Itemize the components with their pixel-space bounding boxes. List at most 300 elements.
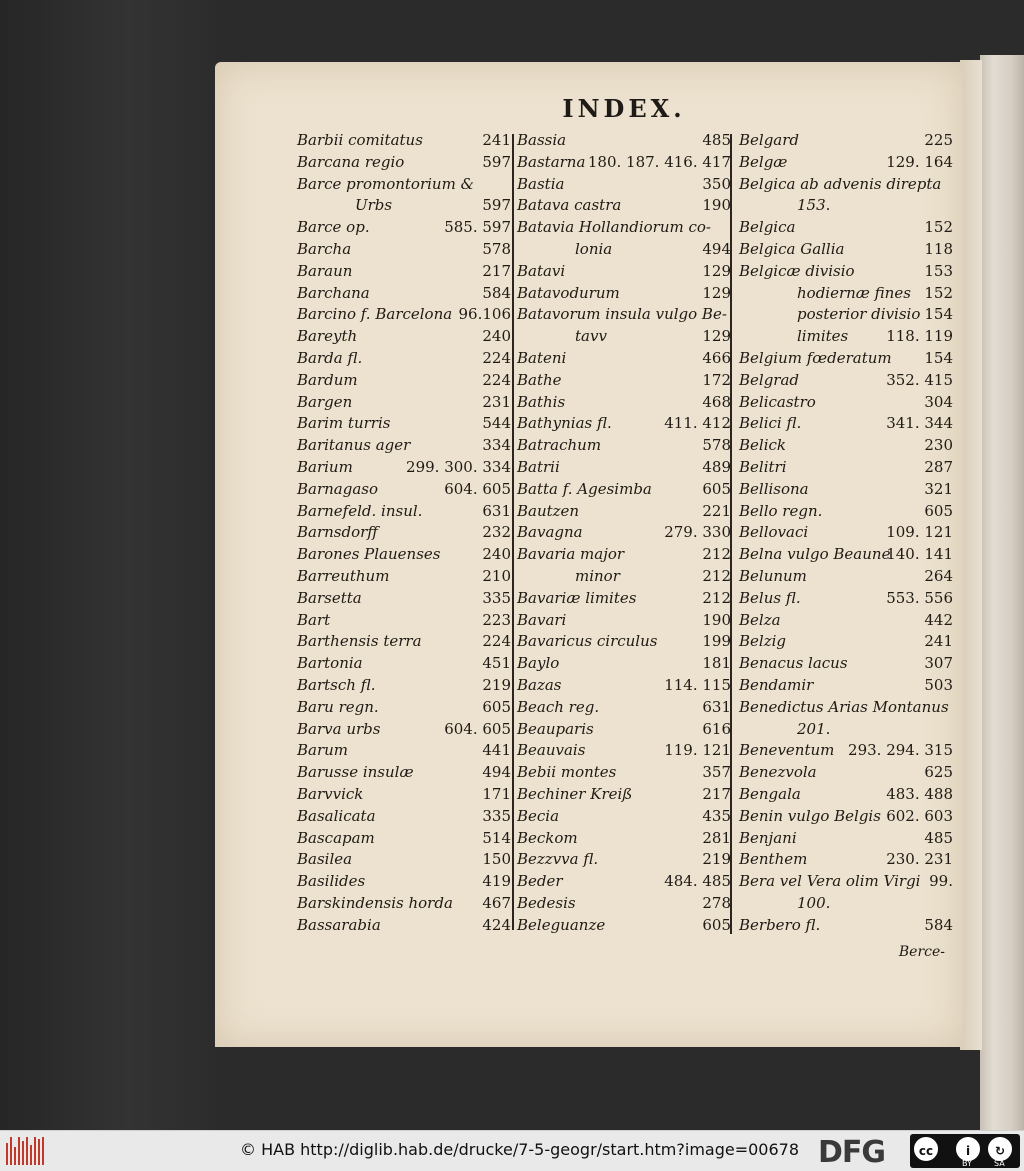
entry-term: Barsetta: [297, 588, 362, 607]
entry-pages: 99.: [929, 872, 953, 891]
index-entry: [735, 195, 957, 217]
index-entry: [735, 152, 957, 174]
entry-pages: 578: [702, 436, 731, 455]
entry-pages: 494: [482, 763, 511, 782]
index-entry: [735, 697, 957, 719]
entry-term: Batava castra: [517, 196, 622, 215]
dfg-logo: DFG: [818, 1135, 886, 1170]
index-entry: [293, 675, 515, 697]
index-entry: [293, 784, 515, 806]
index-entry: [735, 479, 957, 501]
index-entry: [735, 631, 957, 653]
entry-term: Bathis: [517, 392, 566, 411]
share-alike-icon: ↻: [988, 1137, 1012, 1161]
entry-term: Beauparis: [517, 719, 594, 738]
entry-term: minor: [575, 566, 620, 585]
entry-term: Bardum: [297, 370, 358, 389]
entry-term: Barce op.: [297, 218, 370, 237]
entry-pages: 287: [924, 457, 953, 476]
index-entry: [735, 370, 957, 392]
index-entry: [293, 174, 515, 196]
entry-term: Bassia: [517, 131, 567, 149]
entry-term: Barim turris: [297, 414, 391, 433]
entry-term: Bazas: [517, 675, 562, 694]
index-entry: [513, 217, 735, 239]
entry-pages: 114. 115: [664, 675, 731, 694]
entry-pages: 230: [924, 436, 953, 455]
entry-term: Baylo: [517, 654, 560, 673]
license-badge[interactable]: [910, 1134, 1020, 1168]
entry-pages: 212: [702, 545, 731, 564]
index-entry: [293, 806, 515, 828]
index-entry: [513, 849, 735, 871]
index-entry: [513, 348, 735, 370]
page-fore-edge: [960, 60, 982, 1050]
index-entry: [513, 915, 735, 937]
index-entry: [735, 501, 957, 523]
entry-term: Belgard: [739, 131, 800, 149]
index-entry: [513, 304, 735, 326]
entry-pages: 468: [702, 392, 731, 411]
entry-term: Belus fl.: [739, 588, 801, 607]
entry-term: Bateni: [517, 348, 567, 367]
entry-pages: 631: [482, 501, 511, 520]
entry-pages: 604. 605: [444, 719, 511, 738]
index-entry: [293, 326, 515, 348]
entry-term: Bello regn.: [739, 501, 823, 520]
entry-term: Belgium fœderatum: [739, 348, 892, 367]
index-entry: [735, 348, 957, 370]
entry-term: Belza: [739, 610, 781, 629]
entry-pages: 129. 164: [886, 152, 953, 171]
index-entry: [735, 304, 957, 326]
entry-term: Benjani: [739, 828, 797, 847]
index-entry: [293, 457, 515, 479]
index-entry: [513, 239, 735, 261]
entry-term: Belunum: [739, 566, 807, 585]
entry-term: Belgicæ divisio: [739, 261, 855, 280]
page-title: INDEX.: [562, 94, 686, 123]
index-entry: [293, 152, 515, 174]
entry-pages: 152: [924, 218, 953, 237]
index-entry: [735, 762, 957, 784]
entry-term: Benthem: [739, 850, 808, 869]
index-entry: [293, 719, 515, 741]
index-entry: [735, 849, 957, 871]
entry-term: Barchana: [297, 283, 370, 302]
index-entry: [293, 871, 515, 893]
entry-pages: 223: [482, 610, 511, 629]
entry-term: Barcana regio: [297, 152, 405, 171]
index-entry: [735, 261, 957, 283]
entry-pages: 350: [702, 174, 731, 193]
index-entry: [513, 479, 735, 501]
entry-pages: 604. 605: [444, 479, 511, 498]
entry-pages: 190: [702, 610, 731, 629]
entry-pages: 584: [924, 915, 953, 934]
entry-pages: 129: [702, 261, 731, 280]
next-page-edge: [980, 55, 1024, 1130]
cc-icon: cc: [914, 1137, 938, 1161]
entry-pages: 441: [482, 741, 511, 760]
catchword: Berce-: [898, 944, 945, 960]
entry-pages: 304: [924, 392, 953, 411]
entry-term: Barnagaso: [297, 479, 379, 498]
index-entry: [735, 806, 957, 828]
entry-term: Beleguanze: [517, 915, 606, 934]
index-entry: [513, 762, 735, 784]
entry-pages: 118: [924, 239, 953, 258]
index-entry: [513, 719, 735, 741]
entry-pages: 484. 485: [664, 872, 731, 891]
entry-pages: 264: [924, 566, 953, 585]
index-entry: [293, 392, 515, 414]
index-entry: [513, 588, 735, 610]
index-entry: [735, 828, 957, 850]
index-entry: [513, 370, 735, 392]
entry-term: Belici fl.: [739, 414, 802, 433]
entry-term: Barusse insulæ: [297, 763, 414, 782]
index-entry: [513, 653, 735, 675]
entry-pages: 150: [482, 850, 511, 869]
index-entry: [735, 566, 957, 588]
index-entry: [293, 304, 515, 326]
entry-term: Benin vulgo Belgis: [739, 806, 881, 825]
index-entry: [293, 653, 515, 675]
entry-pages: 152: [924, 283, 953, 302]
entry-term: Batavorum insula vulgo Be-: [517, 305, 727, 324]
entry-pages: 190: [702, 196, 731, 215]
entry-term: limites: [797, 327, 849, 346]
entry-term: Batrachum: [517, 436, 602, 455]
index-entry: [293, 893, 515, 915]
index-entry: [293, 370, 515, 392]
entry-term: Bastia: [517, 174, 565, 193]
index-entry: [293, 828, 515, 850]
entry-pages: 419: [482, 872, 511, 891]
entry-pages: 321: [924, 479, 953, 498]
entry-term: Barones Plauenses: [297, 545, 441, 564]
entry-pages: 199: [702, 632, 731, 651]
entry-term: Belzig: [739, 632, 786, 651]
entry-term: Beder: [517, 872, 563, 891]
entry-term: Bera vel Vera olim Virgi: [739, 872, 921, 891]
entry-term: Benedictus Arias Montanus: [739, 697, 949, 716]
entry-term: Belna vulgo Beaune: [739, 545, 891, 564]
index-entry: [293, 631, 515, 653]
entry-term: Batrii: [517, 457, 560, 476]
entry-term: Baru regn.: [297, 697, 379, 716]
entry-pages: 240: [482, 545, 511, 564]
index-entry: [735, 174, 957, 196]
entry-term: Belgæ: [739, 152, 788, 171]
index-entry: [293, 522, 515, 544]
entry-pages: 225: [924, 131, 953, 149]
index-entry: [513, 566, 735, 588]
entry-term: Basalicata: [297, 806, 376, 825]
entry-term: Bathynias fl.: [517, 414, 612, 433]
entry-pages: 503: [924, 675, 953, 694]
index-entry: [513, 806, 735, 828]
entry-pages: 217: [482, 261, 511, 280]
entry-pages: 219: [482, 675, 511, 694]
entry-term: Bavariæ limites: [517, 588, 637, 607]
entry-pages: 221: [702, 501, 731, 520]
entry-term: Bartonia: [297, 654, 363, 673]
entry-term: posterior divisio: [797, 305, 921, 324]
index-entry: [513, 871, 735, 893]
entry-term: Bebii montes: [517, 763, 617, 782]
entry-term: Belick: [739, 436, 786, 455]
entry-term: Barreuthum: [297, 566, 390, 585]
index-entry: [513, 697, 735, 719]
index-entry: [293, 915, 515, 937]
entry-pages: 335: [482, 806, 511, 825]
entry-pages: 119. 121: [664, 741, 731, 760]
entry-term: Bavari: [517, 610, 567, 629]
entry-pages: 118. 119: [886, 327, 953, 346]
index-entry: [293, 239, 515, 261]
entry-pages: 212: [702, 588, 731, 607]
entry-term: lonia: [575, 239, 613, 258]
entry-pages: 605: [702, 479, 731, 498]
entry-term: Barnefeld. insul.: [297, 501, 423, 520]
index-entry: [513, 893, 735, 915]
entry-term: Bendamir: [739, 675, 814, 694]
entry-pages: 180. 187. 416. 417: [587, 152, 731, 171]
background-left: [0, 0, 215, 1130]
index-entry: [513, 610, 735, 632]
entry-term: Bezzvva fl.: [517, 850, 599, 869]
entry-term: Belgica: [739, 218, 796, 237]
entry-pages: 553. 556: [886, 588, 953, 607]
entry-term: Baraun: [297, 261, 353, 280]
index-entry: [513, 784, 735, 806]
entry-term: Bartsch fl.: [297, 675, 376, 694]
entry-pages: 153: [924, 261, 953, 280]
index-entry: [735, 392, 957, 414]
entry-term: Bathe: [517, 370, 562, 389]
index-entry: [513, 392, 735, 414]
entry-pages: 602. 603: [886, 806, 953, 825]
entry-term: Barium: [297, 457, 353, 476]
index-entry: [293, 740, 515, 762]
entry-term: Belgrad: [739, 370, 800, 389]
index-entry: [513, 631, 735, 653]
entry-pages: 129: [702, 283, 731, 302]
entry-pages: 171: [482, 784, 511, 803]
index-column-1: [293, 130, 515, 936]
entry-pages: 96.106: [458, 305, 511, 324]
entry-pages: 605: [924, 501, 953, 520]
entry-pages: 631: [702, 697, 731, 716]
index-entry: [293, 697, 515, 719]
entry-pages: 544: [482, 414, 511, 433]
entry-pages: 129: [702, 327, 731, 346]
entry-term: Barva urbs: [297, 719, 381, 738]
index-entry: [293, 435, 515, 457]
entry-term: Becia: [517, 806, 560, 825]
entry-pages: 485: [702, 131, 731, 149]
index-entry: [513, 675, 735, 697]
entry-pages: 597: [482, 152, 511, 171]
entry-pages: 172: [702, 370, 731, 389]
entry-term: Berbero fl.: [739, 915, 821, 934]
index-entry: [735, 740, 957, 762]
index-entry: [513, 522, 735, 544]
entry-pages: 109. 121: [886, 523, 953, 542]
index-entry: [513, 261, 735, 283]
person-icon: i: [956, 1137, 980, 1161]
entry-pages: 230. 231: [886, 850, 953, 869]
index-entry: [293, 762, 515, 784]
entry-pages: 219: [702, 850, 731, 869]
entry-term: Bavaria major: [517, 545, 625, 564]
citation-link[interactable]: © HAB http://diglib.hab.de/drucke/7-5-geogr/start.htm?image=00678: [240, 1140, 800, 1159]
entry-pages: 224: [482, 370, 511, 389]
index-entry: [513, 283, 735, 305]
entry-pages: 467: [482, 893, 511, 912]
index-entry: [735, 522, 957, 544]
entry-term: hodiernæ fines: [797, 283, 911, 302]
book-page: [215, 62, 963, 1047]
entry-term: Belicastro: [739, 392, 816, 411]
entry-pages: 466: [702, 348, 731, 367]
entry-term: Bellisona: [739, 479, 809, 498]
entry-term: Beneventum: [739, 741, 835, 760]
index-entry: [735, 893, 957, 915]
entry-term: Baritanus ager: [297, 436, 411, 455]
index-column-2: [513, 130, 735, 936]
entry-term: Barda fl.: [297, 348, 363, 367]
entry-term: Bascapam: [297, 828, 375, 847]
entry-pages: 140. 141: [886, 545, 953, 564]
entry-pages: 585. 597: [444, 218, 511, 237]
entry-term: Barum: [297, 741, 349, 760]
entry-term: Barnsdorff: [297, 523, 378, 542]
index-entry: [293, 544, 515, 566]
entry-term: Barvvick: [297, 784, 364, 803]
index-entry: [735, 413, 957, 435]
entry-pages: 299. 300. 334: [406, 457, 511, 476]
entry-term: Batta f. Agesimba: [517, 479, 652, 498]
index-entry: [293, 566, 515, 588]
entry-pages: 210: [482, 566, 511, 585]
entry-pages: 352. 415: [886, 370, 953, 389]
index-entry: [513, 435, 735, 457]
entry-pages: 154: [924, 305, 953, 324]
entry-term: Urbs: [355, 196, 393, 215]
viewer-footer: [0, 1130, 1024, 1171]
index-entry: [735, 239, 957, 261]
entry-term: Basilides: [297, 872, 366, 891]
license-by: BY: [962, 1159, 972, 1168]
entry-pages: 224: [482, 632, 511, 651]
entry-term: Batavodurum: [517, 283, 620, 302]
entry-term: Bart: [297, 610, 331, 629]
index-entry: [293, 849, 515, 871]
entry-term: Bautzen: [517, 501, 580, 520]
entry-pages: 341. 344: [886, 414, 953, 433]
entry-pages: 411. 412: [664, 414, 731, 433]
entry-pages: 278: [702, 893, 731, 912]
entry-term: 100.: [797, 893, 831, 912]
entry-term: Bellovaci: [739, 523, 809, 542]
entry-term: Barbii comitatus: [297, 131, 423, 149]
index-entry: [735, 544, 957, 566]
index-entry: [735, 283, 957, 305]
entry-pages: 281: [702, 828, 731, 847]
index-entry: [293, 217, 515, 239]
index-entry: [735, 435, 957, 457]
index-entry: [293, 130, 515, 152]
index-entry: [513, 195, 735, 217]
entry-pages: 605: [482, 697, 511, 716]
entry-term: Bedesis: [517, 893, 576, 912]
index-entry: [513, 828, 735, 850]
entry-pages: 232: [482, 523, 511, 542]
entry-term: Batavi: [517, 261, 566, 280]
entry-pages: 597: [482, 196, 511, 215]
entry-term: Beckom: [517, 828, 578, 847]
entry-term: Bargen: [297, 392, 353, 411]
entry-term: Barskindensis horda: [297, 893, 453, 912]
index-entry: [735, 610, 957, 632]
entry-pages: 231: [482, 392, 511, 411]
entry-term: 153.: [797, 196, 831, 215]
entry-pages: 494: [702, 239, 731, 258]
index-entry: [293, 479, 515, 501]
entry-term: Benacus lacus: [739, 654, 848, 673]
index-entry: [513, 152, 735, 174]
entry-term: Bassarabia: [297, 915, 381, 934]
entry-pages: 578: [482, 239, 511, 258]
entry-pages: 307: [924, 654, 953, 673]
index-entry: [513, 544, 735, 566]
index-entry: [513, 174, 735, 196]
entry-pages: 334: [482, 436, 511, 455]
index-entry: [293, 413, 515, 435]
entry-pages: 212: [702, 566, 731, 585]
entry-pages: 224: [482, 348, 511, 367]
index-entry: [735, 871, 957, 893]
entry-term: Bareyth: [297, 327, 358, 346]
entry-term: tavv: [575, 327, 607, 346]
entry-pages: 217: [702, 784, 731, 803]
index-entry: [293, 261, 515, 283]
entry-pages: 181: [702, 654, 731, 673]
entry-term: Bengala: [739, 784, 801, 803]
index-entry: [735, 784, 957, 806]
entry-pages: 483. 488: [886, 784, 953, 803]
index-entry: [513, 740, 735, 762]
entry-pages: 335: [482, 588, 511, 607]
index-entry: [513, 413, 735, 435]
license-sa: SA: [994, 1159, 1005, 1168]
barcode-icon: [6, 1137, 46, 1165]
index-column-3: [735, 130, 957, 936]
entry-term: Batavia Hollandiorum co-: [517, 218, 711, 237]
index-entry: [735, 457, 957, 479]
entry-term: Beach reg.: [517, 697, 600, 716]
entry-pages: 584: [482, 283, 511, 302]
index-entry: [735, 326, 957, 348]
entry-pages: 424: [482, 915, 511, 934]
entry-pages: 625: [924, 763, 953, 782]
index-entry: [735, 130, 957, 152]
entry-pages: 514: [482, 828, 511, 847]
entry-pages: 485: [924, 828, 953, 847]
